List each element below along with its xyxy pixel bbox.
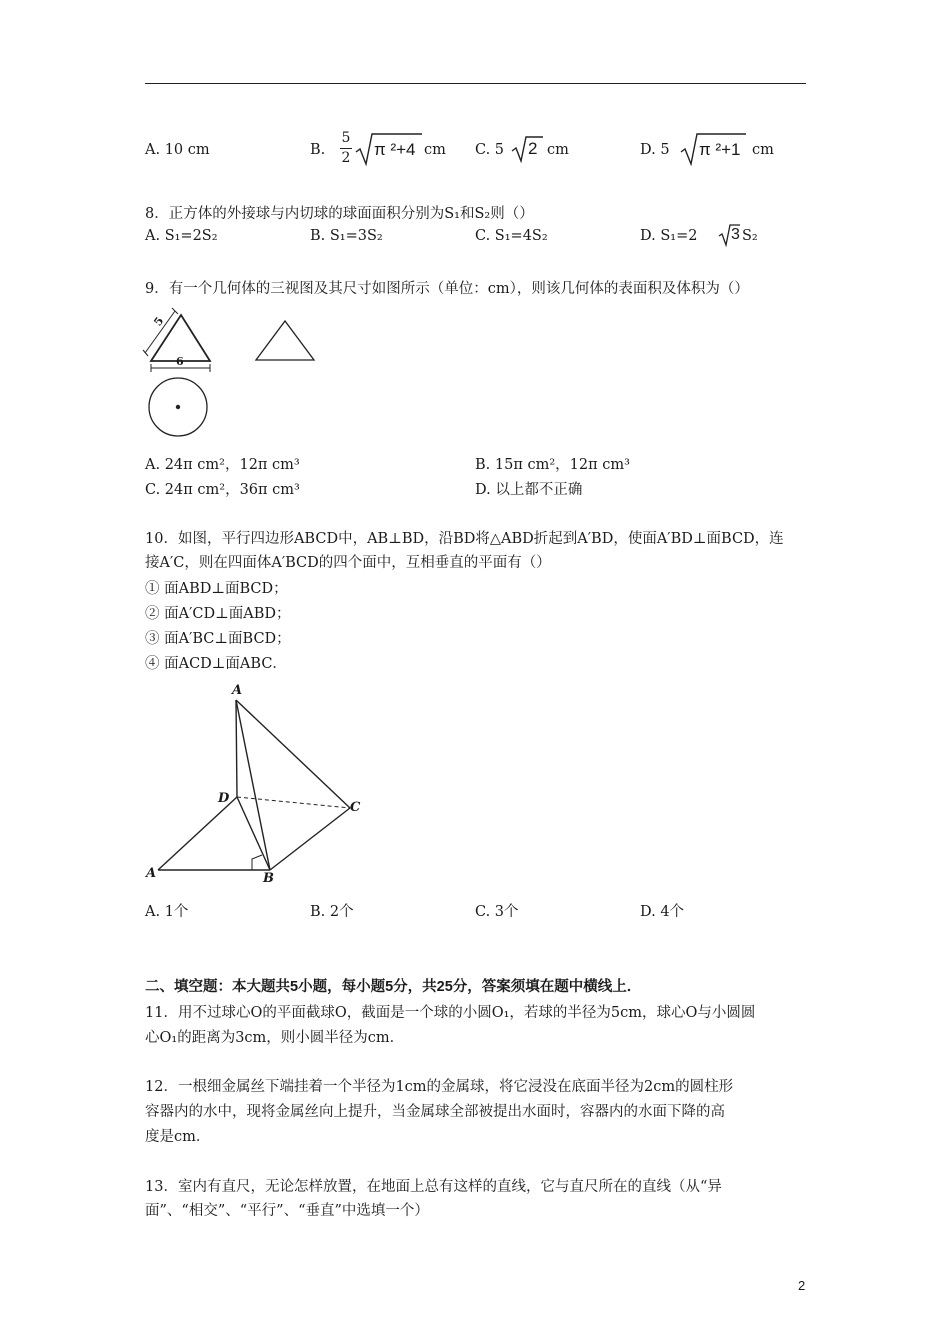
q7-d-unit: cm [752, 142, 774, 158]
three-view-figure [140, 305, 340, 445]
tetrahedron-figure [140, 680, 380, 890]
q8-d-radicand: 3 [731, 226, 740, 243]
q9-option-b: B. 15π cm²，12π cm³ [475, 457, 630, 473]
q9-option-c: C. 24π cm²，36π cm³ [145, 482, 300, 498]
q10-option-a: A. 1个 [145, 904, 189, 920]
vertex-label-d: D [218, 791, 230, 806]
header-rule [145, 83, 806, 84]
q7-b-prefix: B. [310, 142, 326, 158]
vertex-label-a-prime: A [232, 683, 243, 698]
q11-line2: 心O₁的距离为3cm，则小圆半径为cm． [145, 1030, 405, 1046]
q10-option-d: D. 4个 [640, 904, 685, 920]
q13-line1: 13．室内有直尺，无论怎样放置，在地面上总有这样的直线，它与直尺所在的直线（从“异 [145, 1179, 722, 1195]
q11-line1: 11．用不过球心O的平面截球O，截面是一个球的小圆O₁，若球的半径为5cm，球心O与小圆圆 [145, 1005, 756, 1021]
q8-d-prefix: D. S₁=2 [640, 228, 698, 244]
q13-line2: 面”、“相交”、“平行”、“垂直”中选填一个） [145, 1203, 429, 1219]
q10-item-3: ③ 面A′BC⊥面BCD； [145, 631, 291, 647]
q8-option-b: B. S₁=3S₂ [310, 228, 383, 244]
q7-c-unit: cm [547, 142, 569, 158]
q10-stem-line2: 接A′C，则在四面体A′BCD的四个面中，互相垂直的平面有（） [145, 555, 551, 571]
q9-option-d: D. 以上都不正确 [475, 482, 583, 498]
vertex-label-b: B [263, 871, 274, 886]
q7-d-prefix: D. 5 [640, 142, 670, 158]
q9-option-a: A. 24π cm²，12π cm³ [145, 457, 300, 473]
vertex-label-a: A [146, 866, 157, 881]
dimension-label-5: 5 [151, 314, 167, 329]
q7-c-prefix: C. 5 [475, 142, 505, 158]
fraction-bar [340, 148, 352, 149]
q7-b-numerator: 5 [341, 130, 351, 146]
section-heading: 二、填空题：本大题共5小题，每小题5分，共25分，答案须填在题中横线上． [145, 979, 642, 995]
q10-item-1: ① 面ABD⊥面BCD； [145, 581, 288, 597]
q7-b-denominator: 2 [341, 150, 351, 166]
q10-item-2: ② 面A′CD⊥面ABD； [145, 606, 291, 622]
q7-d-radicand: π ²+1 [699, 140, 741, 159]
q9-stem: 9．有一个几何体的三视图及其尺寸如图所示（单位：cm），则该几何体的表面积及体积为（） [145, 281, 749, 297]
q12-line2: 容器内的水中，现将金属丝向上提升，当金属球全部被提出水面时，容器内的水面下降的高 [145, 1104, 725, 1120]
vertex-label-c: C [350, 800, 361, 815]
q12-line3: 度是cm． [145, 1129, 211, 1145]
page-number: 2 [798, 1278, 806, 1293]
q10-item-4: ④ 面ACD⊥面ABC． [145, 656, 287, 672]
q7-b-radicand: π ²+4 [374, 140, 416, 159]
q8-stem: 8．正方体的外接球与内切球的球面面积分别为S₁和S₂则（） [145, 206, 534, 222]
q10-option-b: B. 2个 [310, 904, 354, 920]
q12-line1: 12．一根细金属丝下端挂着一个半径为1cm的金属球，将它浸没在底面半径为2cm的圆柱形 [145, 1079, 734, 1095]
q8-option-a: A. S₁=2S₂ [145, 228, 218, 244]
q10-stem-line1: 10．如图，平行四边形ABCD中，AB⊥BD，沿BD将△ABD折起到A′BD，使面A′BD⊥面BCD，连 [145, 531, 784, 547]
q7-c-radicand: 2 [528, 139, 538, 158]
q7-option-a: A. 10 cm [145, 142, 210, 158]
q8-option-c: C. S₁=4S₂ [475, 228, 548, 244]
q8-d-suffix: S₂ [742, 228, 758, 244]
sqrt-sign-icon [511, 135, 543, 163]
dimension-label-6: 6 [176, 355, 184, 368]
q7-b-unit: cm [424, 142, 446, 158]
q10-option-c: C. 3个 [475, 904, 519, 920]
